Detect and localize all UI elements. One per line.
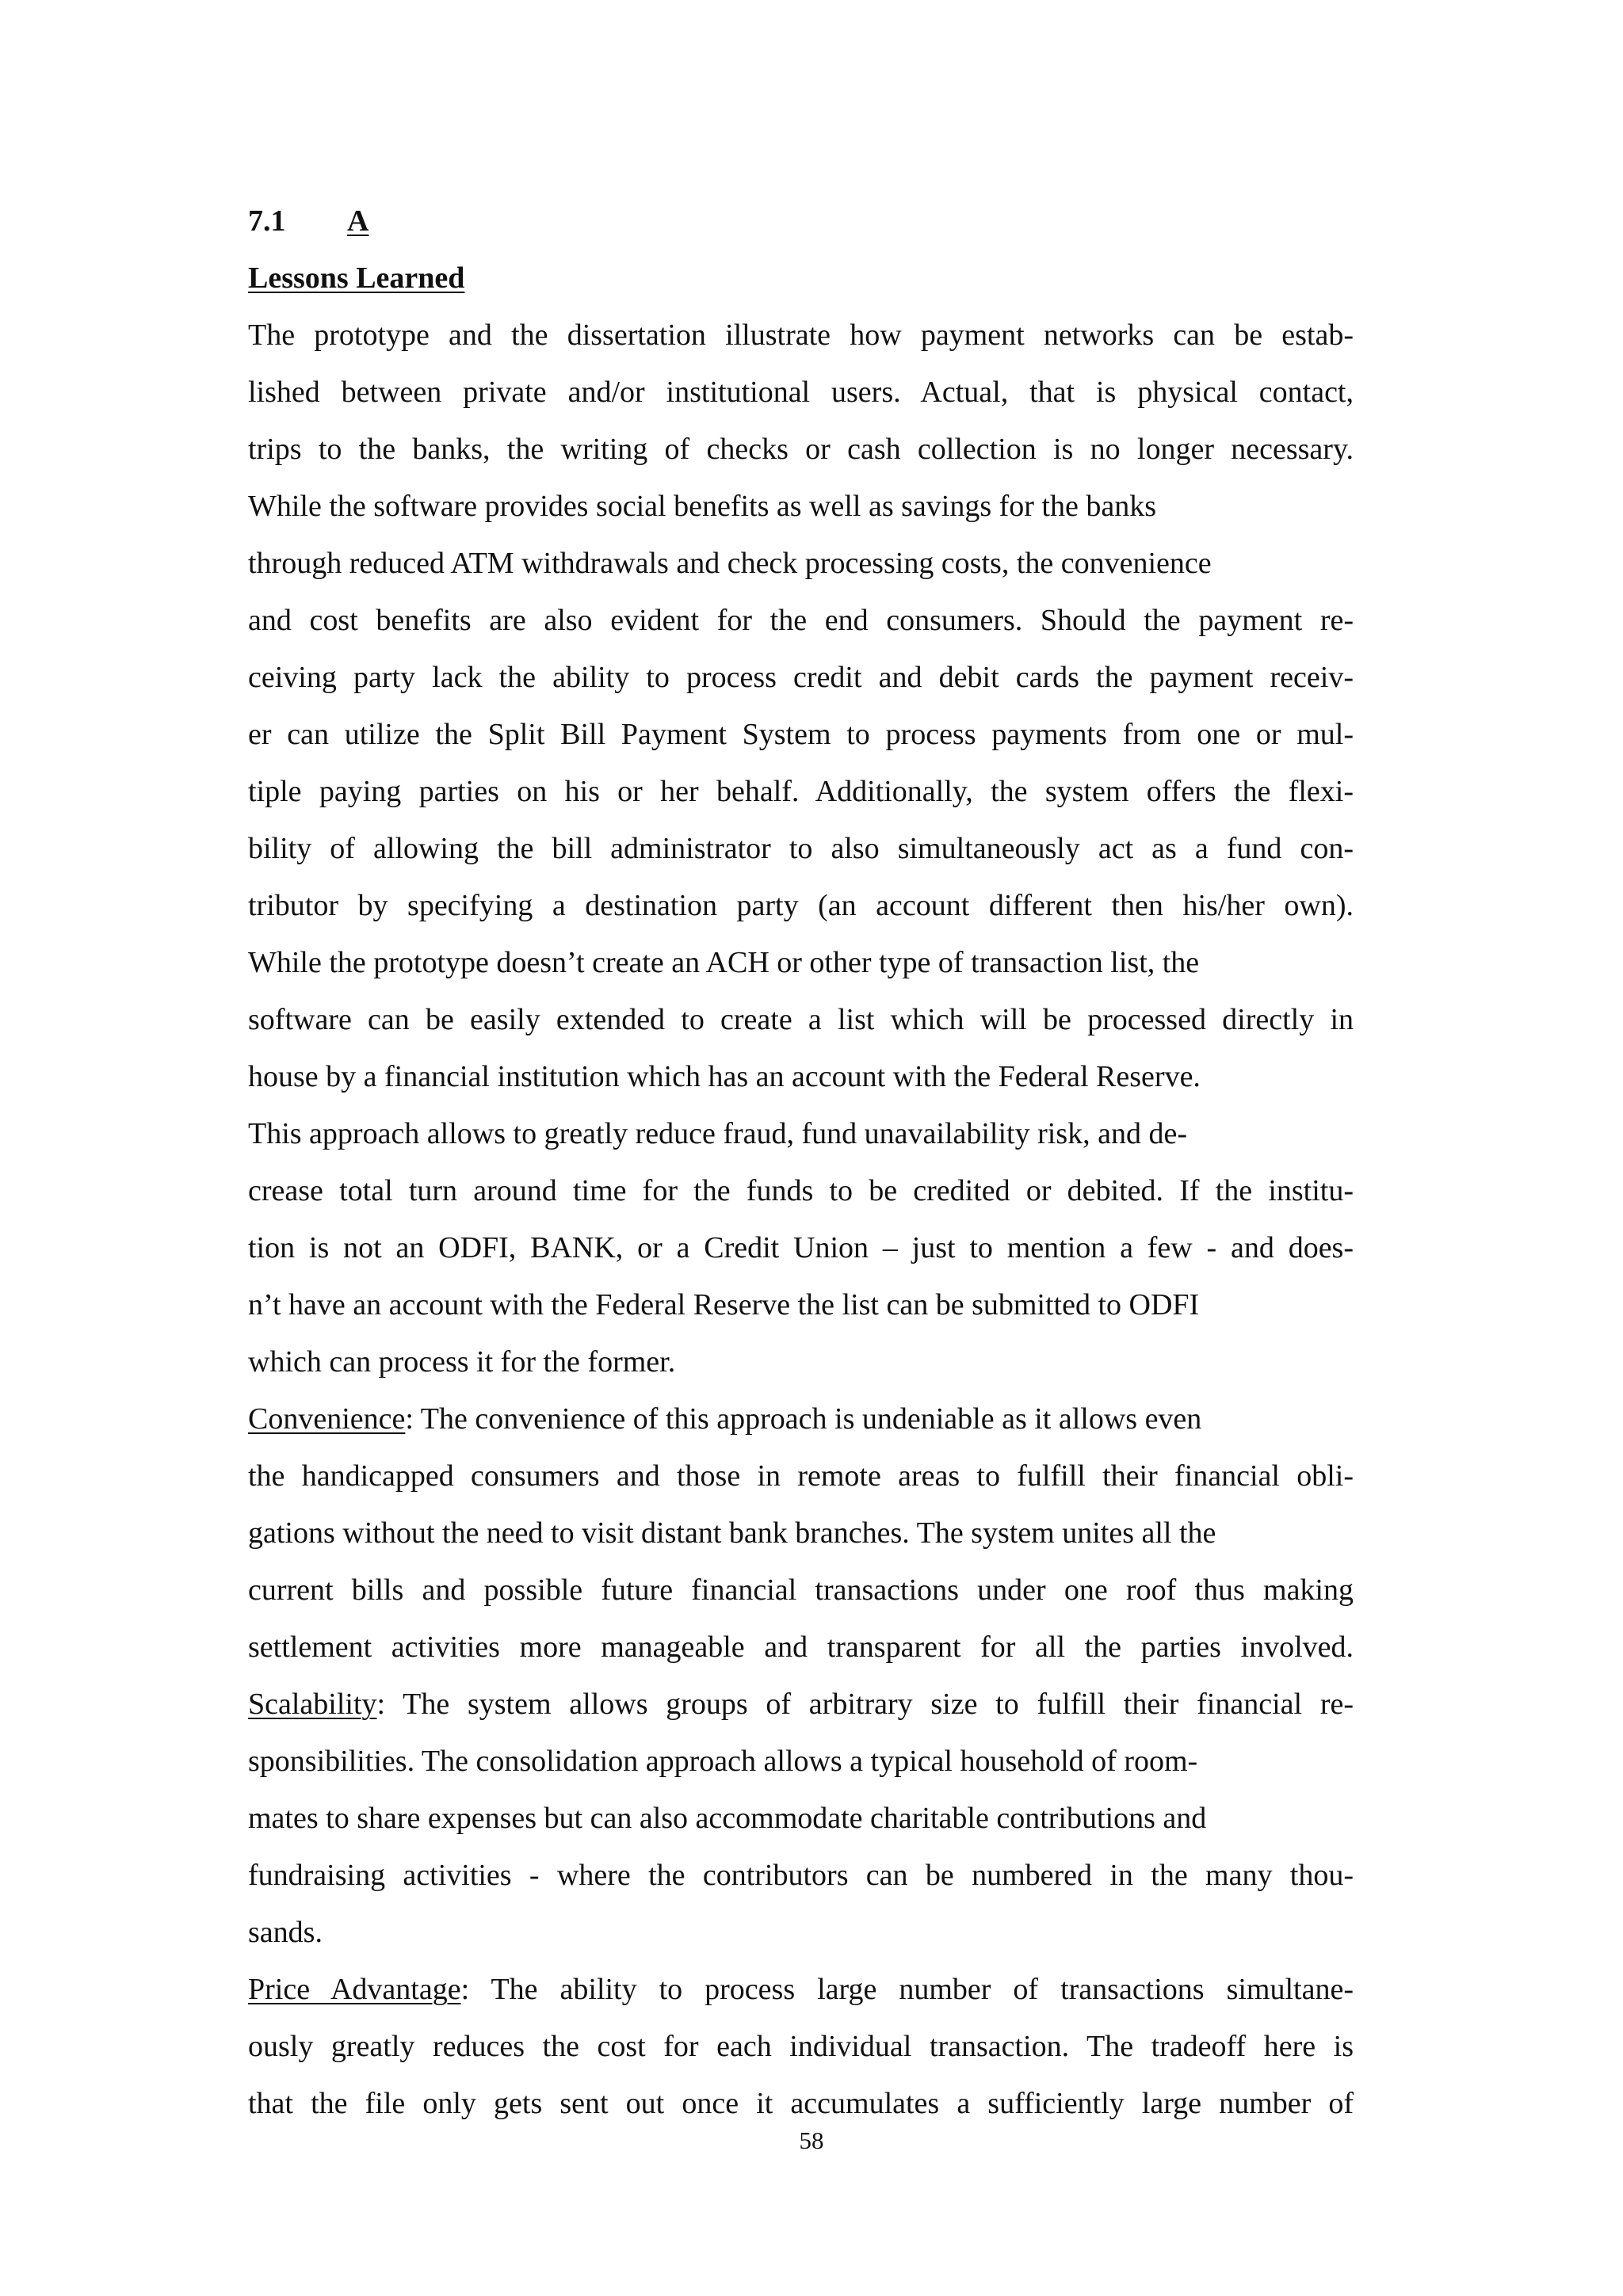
paragraph-lead-term: Scalability <box>248 1688 377 1721</box>
text-line <box>248 649 1354 706</box>
line-text: tributor by specifying a destination party (an account different then his/her own). <box>248 889 1354 922</box>
text-line <box>248 421 1354 478</box>
text-line <box>248 1904 1354 1961</box>
text-line <box>248 1447 1354 1505</box>
text-line <box>248 535 1354 592</box>
text-line <box>248 1219 1354 1276</box>
section-title-row <box>248 250 1354 307</box>
line-text: sands. <box>248 1916 323 1949</box>
line-text: gations without the need to visit distant bank branches. The system unites all the <box>248 1516 1216 1550</box>
line-text: through reduced ATM withdrawals and check processing costs, the convenience <box>248 547 1212 580</box>
line-text: mates to share expenses but can also accommodate charitable contributions and <box>248 1802 1207 1835</box>
line-text: that the file only gets sent out once it accumulates a sufficiently large number of <box>248 2087 1354 2120</box>
line-text: This approach allows to greatly reduce fraud, fund unavailability risk, and de- <box>248 1117 1187 1150</box>
line-text: tion is not an ODFI, BANK, or a Credit Union – just to mention a few - and does- <box>248 1231 1354 1264</box>
line-text: and cost benefits are also evident for the end consumers. Should the payment re- <box>248 604 1354 637</box>
line-text: crease total turn around time for the funds to be credited or debited. If the institu- <box>248 1174 1354 1207</box>
line-text: er can utilize the Split Bill Payment System to process payments from one or mul- <box>248 718 1354 751</box>
paragraph-lead-term: Price Advantage <box>248 1973 461 2006</box>
text-line <box>248 1162 1354 1219</box>
page-number: 58 <box>799 2126 824 2154</box>
line-text: bility of allowing the bill administrator to also simultaneously act as a fund con- <box>248 832 1354 865</box>
line-text: settlement activities more manageable and transparent for all the parties involved. <box>248 1630 1354 1664</box>
text-line <box>248 1847 1354 1904</box>
line-text: The prototype and the dissertation illustrate how payment networks can be estab- <box>248 318 1354 352</box>
text-line <box>248 1105 1354 1162</box>
line-text: current bills and possible future financial transactions under one roof thus making <box>248 1573 1354 1607</box>
text-line <box>248 706 1354 763</box>
text-line <box>248 1733 1354 1790</box>
text-line <box>248 1505 1354 1562</box>
text-line <box>248 364 1354 421</box>
body-text <box>248 307 1354 2132</box>
text-line <box>248 1390 1354 1447</box>
text-line <box>248 2018 1354 2075</box>
text-line <box>248 2075 1354 2132</box>
text-line <box>248 1333 1354 1390</box>
text-line <box>248 1790 1354 1847</box>
line-text: which can process it for the former. <box>248 1345 676 1379</box>
text-line <box>248 1676 1354 1733</box>
text-line <box>248 1961 1354 2018</box>
line-text: : The system allows groups of arbitrary size to fulfill their financial re- <box>376 1688 1354 1721</box>
paragraph-lead-term: Convenience <box>248 1402 406 1436</box>
line-text: : The ability to process large number of transactions simultane- <box>460 1973 1354 2006</box>
line-text: lished between private and/or institutional users. Actual, that is physical contact, <box>248 376 1354 409</box>
section-letter: A <box>347 204 369 238</box>
text-line <box>248 763 1354 820</box>
line-text: ously greatly reduces the cost for each individual transaction. The tradeoff here is <box>248 2030 1354 2063</box>
text-line <box>248 934 1354 991</box>
text-line <box>248 307 1354 364</box>
section-heading <box>248 193 1354 250</box>
page-content <box>248 193 1354 2132</box>
line-text: software can be easily extended to create a list which will be processed directly in <box>248 1003 1354 1036</box>
text-line <box>248 820 1354 877</box>
line-text: sponsibilities. The consolidation approach allows a typical household of room- <box>248 1745 1198 1778</box>
line-text: fundraising activities - where the contributors can be numbered in the many thou- <box>248 1859 1354 1892</box>
section-title: Lessons Learned <box>248 261 465 295</box>
line-text: n’t have an account with the Federal Reserve the list can be submitted to ODFI <box>248 1288 1200 1322</box>
line-text: tiple paying parties on his or her behalf. Additionally, the system offers the flexi- <box>248 775 1354 808</box>
line-text: While the software provides social benefits as well as savings for the banks <box>248 490 1157 523</box>
text-line <box>248 877 1354 934</box>
text-line <box>248 991 1354 1048</box>
line-text: trips to the banks, the writing of checks or cash collection is no longer necessary. <box>248 433 1354 466</box>
text-line <box>248 478 1354 535</box>
line-text: : The convenience of this approach is undeniable as it allows even <box>405 1402 1202 1436</box>
text-line <box>248 1276 1354 1333</box>
text-line <box>248 1562 1354 1619</box>
line-text: ceiving party lack the ability to process credit and debit cards the payment receiv- <box>248 661 1354 694</box>
text-line <box>248 1048 1354 1105</box>
line-text: the handicapped consumers and those in remote areas to fulfill their financial obli- <box>248 1459 1354 1493</box>
section-number: 7.1 <box>248 204 286 238</box>
line-text: house by a financial institution which has an account with the Federal Reserve. <box>248 1060 1201 1093</box>
text-line <box>248 592 1354 649</box>
text-line <box>248 1619 1354 1676</box>
line-text: While the prototype doesn’t create an ACH or other type of transaction list, the <box>248 946 1200 979</box>
